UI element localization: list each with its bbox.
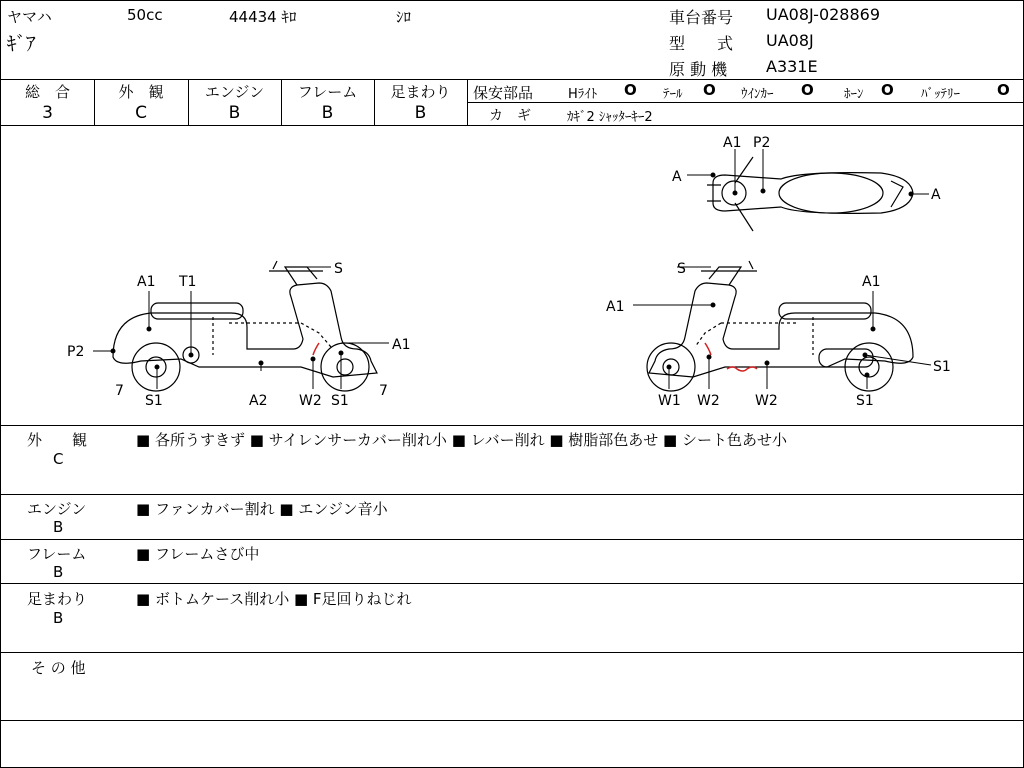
diagram-label: P2 bbox=[67, 344, 85, 360]
remark-engine-grade: B bbox=[53, 518, 64, 536]
frame-no-label: 車台番号 bbox=[669, 8, 734, 27]
safety-label: 保安部品 bbox=[473, 84, 534, 102]
remark-suspension-label: 足まわり bbox=[27, 590, 88, 608]
diagram-label: S bbox=[677, 261, 686, 277]
diagram-label: W2 bbox=[755, 393, 778, 409]
displacement: 50cc bbox=[127, 6, 163, 24]
scratch-marks bbox=[313, 343, 757, 371]
diagram-label: 7 bbox=[379, 383, 388, 399]
remark-frame-label: フレーム bbox=[27, 545, 87, 563]
grade-frame-label: フレーム bbox=[297, 83, 358, 101]
diagram-label: A1 bbox=[862, 274, 881, 290]
engine-label: 原 動 機 bbox=[669, 60, 728, 79]
diagram-label: A2 bbox=[249, 393, 268, 409]
safety-battery-mark: O bbox=[997, 81, 1010, 99]
maker: ヤマハ bbox=[7, 8, 52, 26]
diagram-label: S1 bbox=[145, 393, 163, 409]
divider bbox=[1, 652, 1023, 653]
divider bbox=[1, 583, 1023, 584]
grade-frame-value: B bbox=[321, 103, 334, 123]
grade-exterior-value: C bbox=[135, 103, 147, 123]
safety-headlight-mark: O bbox=[624, 81, 637, 99]
grade-suspension-value: B bbox=[414, 103, 427, 123]
remark-other-label: そ の 他 bbox=[31, 659, 86, 677]
body-color: ｼﾛ bbox=[396, 8, 412, 26]
remark-exterior-text: ■ 各所うすきず ■ サイレンサーカバー削れ小 ■ レバー削れ ■ 樹脂部色あせ ■ シート色あせ小 bbox=[136, 431, 788, 449]
diagram-label: S1 bbox=[331, 393, 349, 409]
diagram-label: A1 bbox=[723, 135, 742, 151]
safety-winker-label: ｳｲﾝｶｰ bbox=[741, 87, 774, 102]
grade-engine-label: エンジン bbox=[204, 83, 265, 101]
remark-suspension-grade: B bbox=[53, 609, 64, 627]
safety-battery-label: ﾊﾞｯﾃﾘｰ bbox=[921, 87, 960, 102]
safety-tail-mark: O bbox=[703, 81, 716, 99]
safety-tail-label: ﾃｰﾙ bbox=[663, 87, 683, 102]
type-value: UA08J bbox=[766, 31, 814, 50]
damage-diagram bbox=[1, 127, 1023, 425]
remark-exterior-label: 外 観 bbox=[27, 431, 88, 449]
key-value: ｶｷﾞ2 ｼｬｯﾀｰｷｰ2 bbox=[567, 110, 653, 125]
diagram-label: W2 bbox=[299, 393, 322, 409]
diagram-label: S bbox=[334, 261, 343, 277]
divider bbox=[1, 125, 1023, 126]
remark-frame-grade: B bbox=[53, 563, 64, 581]
remark-engine-label: エンジン bbox=[27, 500, 87, 518]
safety-winker-mark: O bbox=[801, 81, 814, 99]
key-label: カ ギ bbox=[489, 108, 531, 124]
grade-total-value: 3 bbox=[42, 103, 53, 123]
safety-headlight-label: Hﾗｲﾄ bbox=[568, 87, 598, 102]
safety-horn-mark: O bbox=[881, 81, 894, 99]
divider bbox=[1, 539, 1023, 540]
diagram-label: A bbox=[672, 169, 682, 185]
grade-engine-value: B bbox=[228, 103, 241, 123]
remark-frame-text: ■ フレームさび中 bbox=[136, 545, 260, 563]
engine-value: A331E bbox=[766, 57, 818, 76]
diagram-label: P2 bbox=[753, 135, 771, 151]
diagram-label: S1 bbox=[933, 359, 951, 375]
grade-total-label: 総 合 bbox=[24, 83, 70, 101]
diagram-label: A1 bbox=[137, 274, 156, 290]
safety-horn-label: ﾎｰﾝ bbox=[844, 87, 864, 102]
diagram-label: W1 bbox=[658, 393, 681, 409]
diagram-label: W2 bbox=[697, 393, 720, 409]
grade-exterior-label: 外 観 bbox=[118, 83, 164, 101]
divider bbox=[467, 102, 1023, 103]
diagram-label: A1 bbox=[606, 299, 625, 315]
grade-suspension-label: 足まわり bbox=[390, 83, 451, 101]
diagram-label: T1 bbox=[179, 274, 197, 290]
type-label: 型 式 bbox=[669, 34, 734, 53]
diagram-label: A bbox=[931, 187, 941, 203]
scooter-top-view bbox=[707, 157, 913, 231]
diagram-label: A1 bbox=[392, 337, 411, 353]
remark-engine-text: ■ ファンカバー割れ ■ エンジン音小 bbox=[136, 500, 388, 518]
remark-suspension-text: ■ ボトムケース削れ小 ■ F足回りねじれ bbox=[136, 590, 412, 608]
frame-no: UA08J-028869 bbox=[766, 5, 881, 24]
model-name: ｷﾞｱ bbox=[7, 33, 36, 55]
remark-exterior-grade: C bbox=[53, 450, 64, 468]
divider bbox=[1, 720, 1023, 721]
mileage: 44434 ｷﾛ bbox=[229, 8, 297, 26]
diagram-label: S1 bbox=[856, 393, 874, 409]
divider bbox=[1, 494, 1023, 495]
divider bbox=[1, 425, 1023, 426]
diagram-label: 7 bbox=[115, 383, 124, 399]
divider bbox=[1, 79, 1023, 80]
